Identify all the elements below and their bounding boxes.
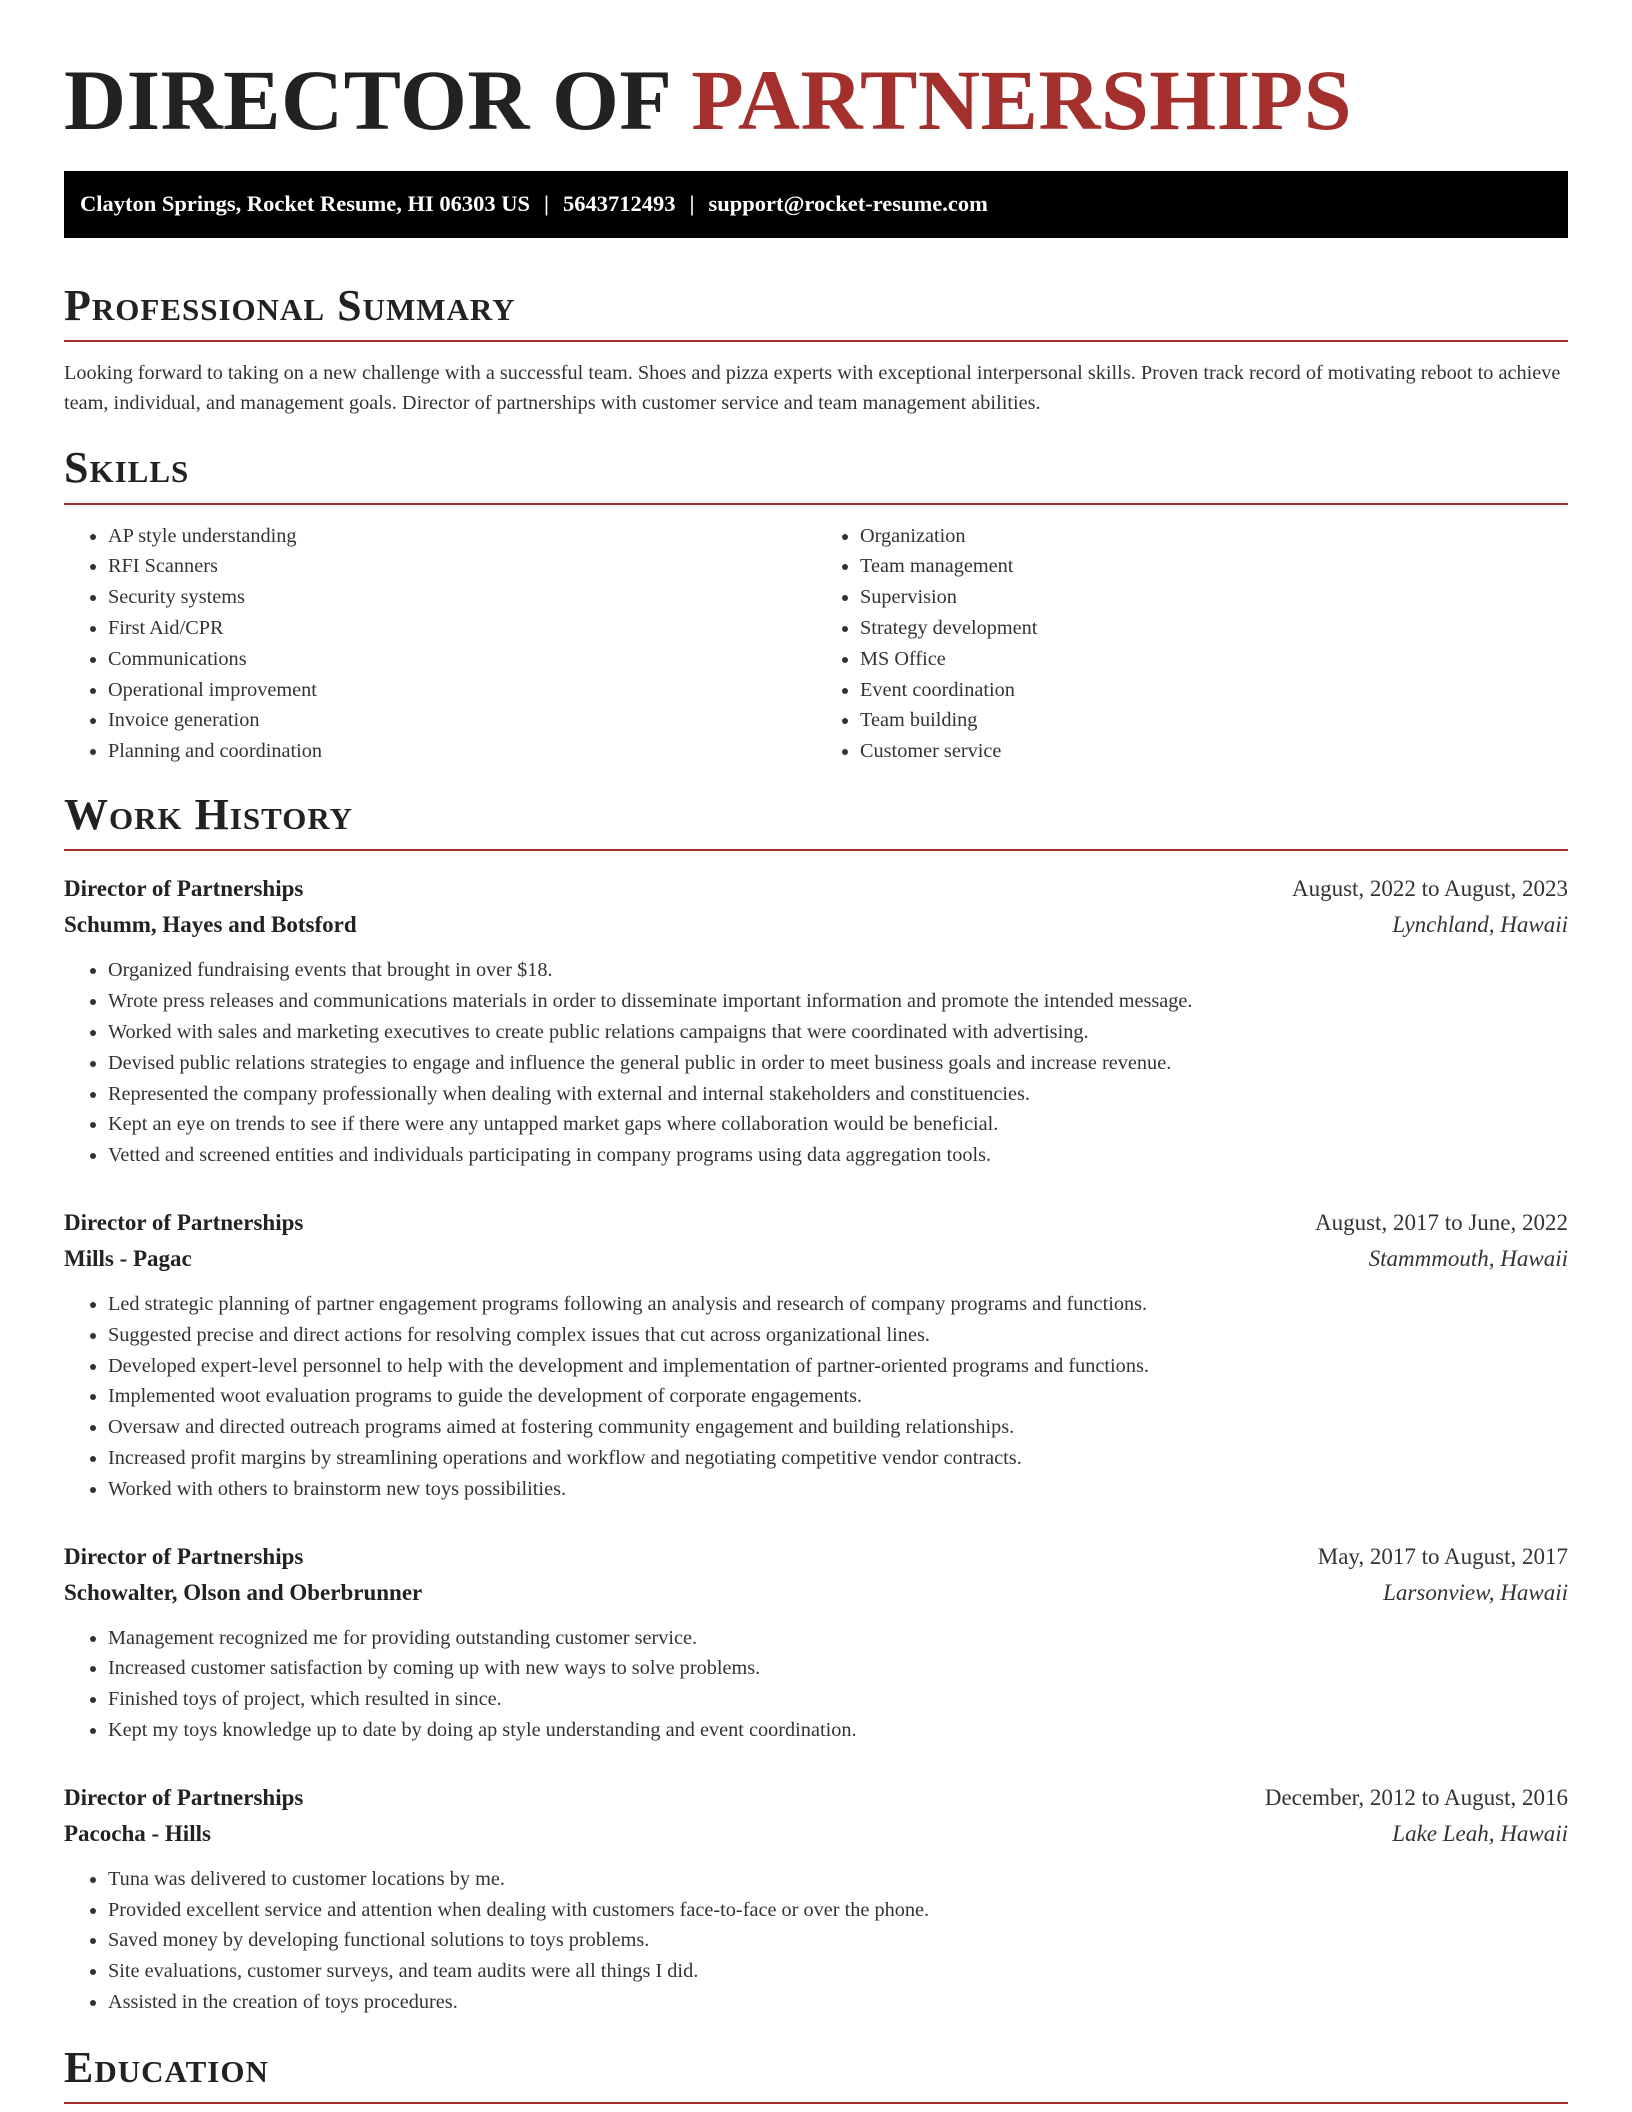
- contact-address: Clayton Springs, Rocket Resume, HI 06303 US: [80, 191, 531, 217]
- job-title: Director of Partnerships: [64, 876, 304, 902]
- skill-item: • First Aid/CPR: [108, 613, 816, 644]
- job-header-row: [64, 1780, 1568, 1816]
- title-main: DIRECTOR OF: [64, 52, 692, 148]
- skill-item: • Planning and coordination: [108, 736, 816, 767]
- job-dates: August, 2022 to August, 2023: [1291, 876, 1568, 902]
- job-dates: December, 2012 to August, 2016: [1264, 1784, 1568, 1810]
- skills-heading: Skills: [64, 444, 1568, 504]
- job-bullet: • Tuna was delivered to customer locations by me.: [108, 1864, 1568, 1895]
- contact-bar: [64, 171, 1568, 238]
- skill-item: • Team management: [860, 551, 1568, 582]
- job-company-row: [64, 907, 1568, 943]
- job-company: Mills - Pagac: [64, 1246, 192, 1271]
- job-bullet: • Vetted and screened entities and individuals participating in company programs using data aggregation tools.: [108, 1140, 1568, 1171]
- job-bullet: • Provided excellent service and attention when dealing with customers face-to-face or over the phone.: [108, 1895, 1568, 1926]
- job-company: Schowalter, Olson and Oberbrunner: [64, 1579, 423, 1605]
- job-bullet: • Implemented woot evaluation programs to guide the development of corporate engagements.: [108, 1381, 1568, 1412]
- work-history-heading: Work History: [64, 791, 1568, 851]
- job-title: Director of Partnerships: [64, 1784, 304, 1810]
- job-bullet: • Saved money by developing functional solutions to toys problems.: [108, 1925, 1568, 1956]
- job-bullet: • Devised public relations strategies to engage and influence the general public in order to meet business goals and increase revenue.: [108, 1048, 1568, 1079]
- job-entry: [64, 1539, 1568, 1746]
- skill-item: • Supervision: [860, 582, 1568, 613]
- skill-item: • MS Office: [860, 644, 1568, 675]
- job-bullet: • Wrote press releases and communications materials in order to disseminate important information and promote the intended message.: [108, 986, 1568, 1017]
- job-company-row: [64, 1241, 1568, 1277]
- skill-item: • Operational improvement: [108, 675, 816, 706]
- summary-heading: Professional Summary: [64, 282, 1568, 342]
- skill-item: • Customer service: [860, 736, 1568, 767]
- resume-title: [64, 0, 1568, 147]
- job-location: Stammmouth, Hawaii: [1368, 1246, 1568, 1271]
- job-bullet-list: [64, 1623, 1568, 1746]
- skill-item: • Organization: [860, 521, 1568, 552]
- skill-item: • Invoice generation: [108, 705, 816, 736]
- job-location: Lake Leah, Hawaii: [1392, 1820, 1568, 1846]
- job-header-row: [64, 871, 1568, 907]
- job-company-row: [64, 1575, 1568, 1611]
- education-heading: Education: [64, 2044, 1568, 2104]
- job-bullet: • Led strategic planning of partner engagement programs following an analysis and research of company programs and functions.: [108, 1289, 1568, 1320]
- job-bullet: • Kept an eye on trends to see if there were any untapped market gaps where collaboration would be beneficial.: [108, 1109, 1568, 1140]
- skill-item: • Team building: [860, 705, 1568, 736]
- job-title: Director of Partnerships: [64, 1543, 304, 1569]
- skill-item: • Security systems: [108, 582, 816, 613]
- job-dates: August, 2017 to June, 2022: [1315, 1210, 1568, 1235]
- job-header-row: [64, 1205, 1568, 1241]
- skill-item: • Strategy development: [860, 613, 1568, 644]
- job-entry: [64, 871, 1568, 1171]
- job-bullet: • Site evaluations, customer surveys, and team audits were all things I did.: [108, 1956, 1568, 1987]
- job-bullet: • Worked with others to brainstorm new toys possibilities.: [108, 1474, 1568, 1505]
- job-bullet: • Finished toys of project, which resulted in since.: [108, 1684, 1568, 1715]
- job-bullet: • Oversaw and directed outreach programs aimed at fostering community engagement and building relationships.: [108, 1412, 1568, 1443]
- job-bullet: • Suggested precise and direct actions for resolving complex issues that cut across organizational lines.: [108, 1320, 1568, 1351]
- skill-item: • Event coordination: [860, 675, 1568, 706]
- skill-item: • Communications: [108, 644, 816, 675]
- job-bullet: • Worked with sales and marketing executives to create public relations campaigns that were coordinated with advertising.: [108, 1017, 1568, 1048]
- summary-text: Looking forward to taking on a new challenge with a successful team. Shoes and pizza experts with exceptional interpersonal skills. Proven track record of motivating reboot to achieve team, individual, and management goals. Director of partnerships with customer service and team management abilities.: [64, 362, 1561, 415]
- title-accent: PARTNERSHIPS: [691, 52, 1353, 148]
- job-bullet: • Organized fundraising events that brought in over $18.: [108, 955, 1568, 986]
- job-bullet: • Kept my toys knowledge up to date by doing ap style understanding and event coordination.: [108, 1715, 1568, 1746]
- job-bullet: • Increased customer satisfaction by coming up with new ways to solve problems.: [108, 1653, 1568, 1684]
- job-bullet: • Represented the company professionally when dealing with external and internal stakeholders and constituencies.: [108, 1079, 1568, 1110]
- job-bullet: • Management recognized me for providing outstanding customer service.: [108, 1623, 1568, 1654]
- job-bullet-list: [64, 1289, 1568, 1505]
- job-dates: May, 2017 to August, 2017: [1317, 1543, 1568, 1569]
- contact-separator: |: [689, 191, 695, 217]
- skill-item: • RFI Scanners: [108, 551, 816, 582]
- job-title: Director of Partnerships: [64, 1210, 304, 1235]
- job-entry: [64, 1780, 1568, 2018]
- skills-list-left: [64, 521, 816, 767]
- contact-email: support@rocket-resume.com: [708, 191, 988, 217]
- contact-separator: |: [544, 191, 549, 217]
- skills-grid: [64, 521, 1568, 767]
- job-bullet-list: [64, 955, 1568, 1171]
- job-bullet: • Assisted in the creation of toys procedures.: [108, 1987, 1568, 2018]
- contact-phone: 5643712493: [563, 191, 676, 217]
- job-company-row: [64, 1816, 1568, 1852]
- job-bullet-list: [64, 1864, 1568, 2018]
- job-bullet: • Increased profit margins by streamlining operations and workflow and negotiating competitive vendor contracts.: [108, 1443, 1568, 1474]
- job-company: Schumm, Hayes and Botsford: [64, 912, 357, 938]
- job-bullet: • Developed expert-level personnel to help with the development and implementation of partner-oriented programs and functions.: [108, 1351, 1568, 1382]
- job-location: Lynchland, Hawaii: [1392, 912, 1568, 938]
- skill-item: • AP style understanding: [108, 521, 816, 552]
- skills-list-right: [816, 521, 1568, 767]
- job-company: Pacocha - Hills: [64, 1820, 211, 1846]
- job-header-row: [64, 1539, 1568, 1575]
- job-entry: [64, 1205, 1568, 1505]
- job-location: Larsonview, Hawaii: [1383, 1579, 1568, 1605]
